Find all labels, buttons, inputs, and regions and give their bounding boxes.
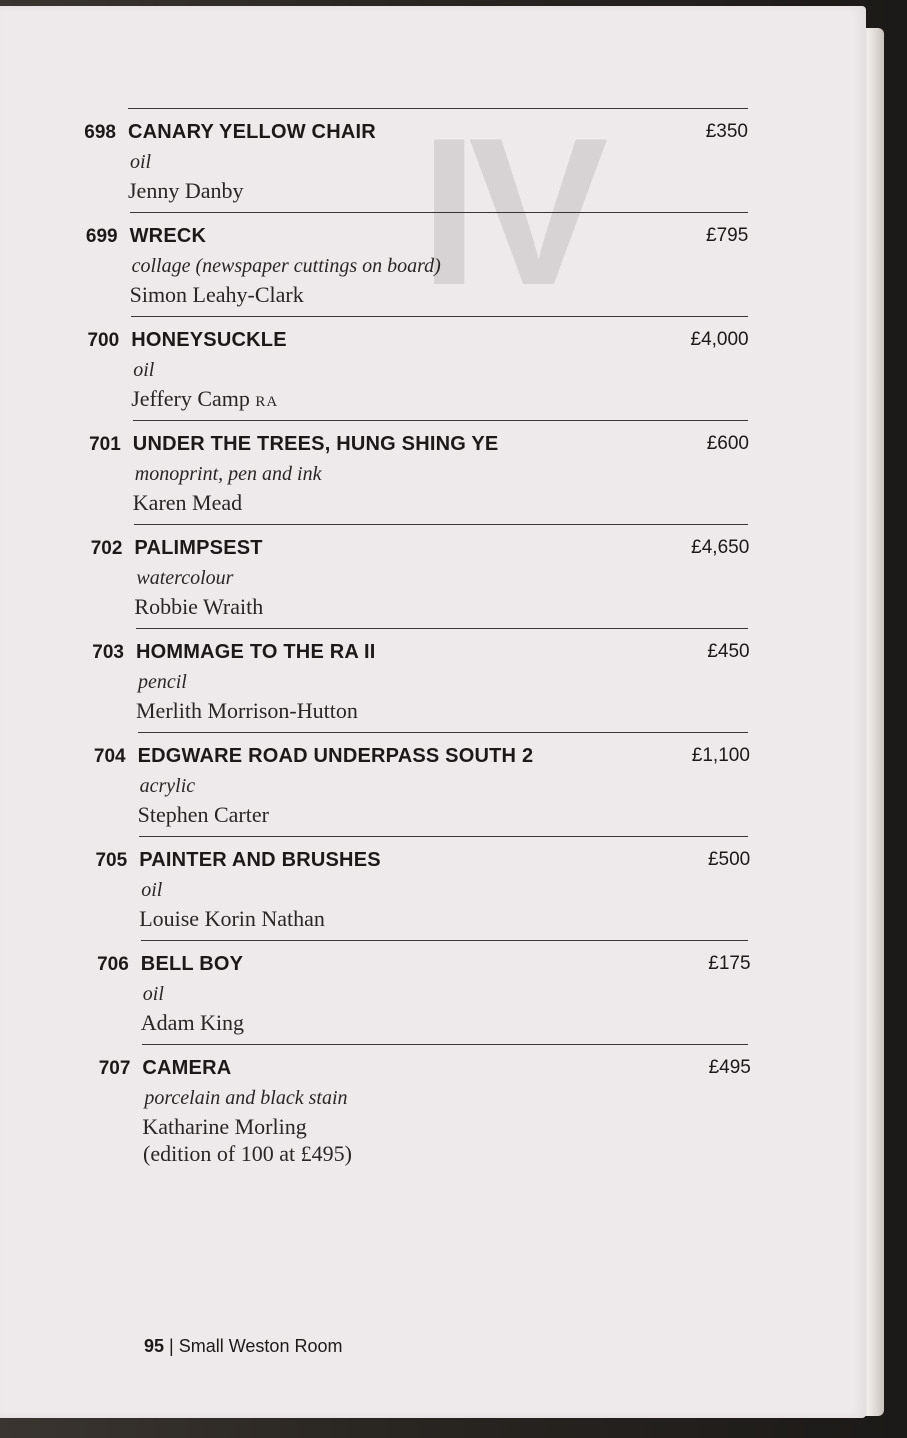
entry-title: BELL BOY [140, 953, 244, 975]
entry-title: HOMMAGE TO THE RA II [136, 641, 376, 663]
entry-artist [139, 906, 325, 932]
entry-number: 705 [95, 850, 128, 871]
entry-artist [128, 178, 243, 204]
entry-price: £350 [705, 121, 748, 142]
entry-title: PALIMPSEST [134, 537, 263, 559]
entry-title: HONEYSUCKLE [131, 329, 287, 351]
entry-number: 698 [84, 122, 116, 143]
entry-divider [141, 940, 748, 941]
entry-divider [142, 1044, 748, 1045]
entry-price: £795 [706, 225, 749, 246]
entry-artist [133, 490, 242, 516]
entry-list [0, 108, 760, 1166]
entry-artist [141, 1010, 244, 1036]
entry-title: EDGWARE ROAD UNDERPASS SOUTH 2 [137, 745, 534, 767]
entry-divider [131, 316, 748, 317]
entry-medium: pencil [138, 671, 187, 693]
entry-divider [139, 836, 748, 837]
catalogue-entry [0, 940, 760, 1044]
artist-name: Louise Korin Nathan [139, 906, 325, 931]
catalogue-entry [0, 524, 760, 628]
entry-price: £1,100 [691, 745, 750, 766]
footer-separator: | [169, 1336, 174, 1356]
entry-artist [130, 282, 304, 308]
entry-number: 706 [97, 954, 129, 975]
entry-price: £4,650 [691, 537, 750, 558]
entry-medium: acrylic [139, 775, 196, 797]
artist-name: Stephen Carter [137, 802, 269, 827]
entry-price: £500 [707, 849, 751, 870]
catalogue-entry [0, 212, 760, 316]
entry-price: £4,000 [690, 329, 749, 350]
entry-number: 703 [92, 642, 124, 663]
entry-medium: oil [141, 879, 163, 901]
bleed-through-graphic: IV [420, 94, 599, 329]
entry-price: £450 [707, 641, 750, 662]
entry-divider [133, 420, 748, 421]
entry-price: £175 [708, 953, 751, 974]
entry-artist [131, 386, 278, 412]
catalogue-entry [0, 836, 760, 940]
entry-number: 700 [87, 330, 120, 351]
artist-name: Merlith Morrison-Hutton [136, 698, 358, 723]
catalogue-entry [0, 628, 760, 732]
artist-name: Simon Leahy-Clark [129, 282, 304, 307]
entry-medium: oil [130, 151, 152, 173]
artist-name: Jenny Danby [128, 178, 244, 203]
entry-number: 699 [85, 226, 118, 247]
entry-medium: oil [133, 359, 155, 381]
catalogue-entry [0, 732, 760, 836]
entry-divider [138, 732, 748, 733]
entry-medium: watercolour [136, 567, 234, 589]
artist-name: Robbie Wraith [134, 594, 264, 619]
entry-price: £600 [706, 433, 749, 454]
entry-title: UNDER THE TREES, HUNG SHING YE [132, 433, 499, 455]
entry-artist [134, 594, 263, 620]
edition-note: (edition of 100 at £495) [143, 1141, 352, 1166]
artist-suffix: RA [255, 394, 279, 410]
entry-number: 701 [89, 434, 121, 455]
entry-medium: oil [142, 983, 164, 1005]
entry-title: WRECK [129, 225, 207, 247]
entry-divider [134, 524, 748, 525]
catalogue-page [0, 6, 866, 1418]
catalogue-entry [0, 420, 760, 524]
entry-divider [128, 108, 748, 109]
artist-name: Karen Mead [132, 490, 243, 515]
artist-name: Katharine Morling [142, 1114, 307, 1139]
artist-name: Jeffery Camp [131, 386, 250, 411]
entry-number: 702 [90, 538, 123, 559]
catalogue-entry [0, 316, 760, 420]
entry-divider [136, 628, 748, 629]
page-footer [144, 1336, 342, 1357]
entry-title: PAINTER AND BRUSHES [139, 849, 381, 871]
room-name: Small Weston Room [178, 1336, 343, 1356]
entry-artist [138, 802, 269, 828]
catalogue-entry [0, 108, 760, 212]
entry-medium: monoprint, pen and ink [134, 463, 322, 485]
entry-number: 704 [93, 746, 126, 767]
entry-title: CAMERA [142, 1057, 232, 1079]
entry-artist [142, 1114, 306, 1140]
entry-price: £495 [708, 1057, 751, 1078]
entry-artist [136, 698, 358, 724]
entry-number: 707 [98, 1058, 131, 1079]
page-number: 95 [144, 1336, 165, 1356]
entry-title: CANARY YELLOW CHAIR [128, 121, 376, 143]
entry-divider [130, 212, 748, 213]
entry-medium: collage (newspaper cuttings on board) [131, 255, 441, 277]
catalogue-entry [0, 1044, 760, 1166]
entry-medium: porcelain and black stain [144, 1087, 348, 1109]
artist-name: Adam King [140, 1010, 245, 1035]
